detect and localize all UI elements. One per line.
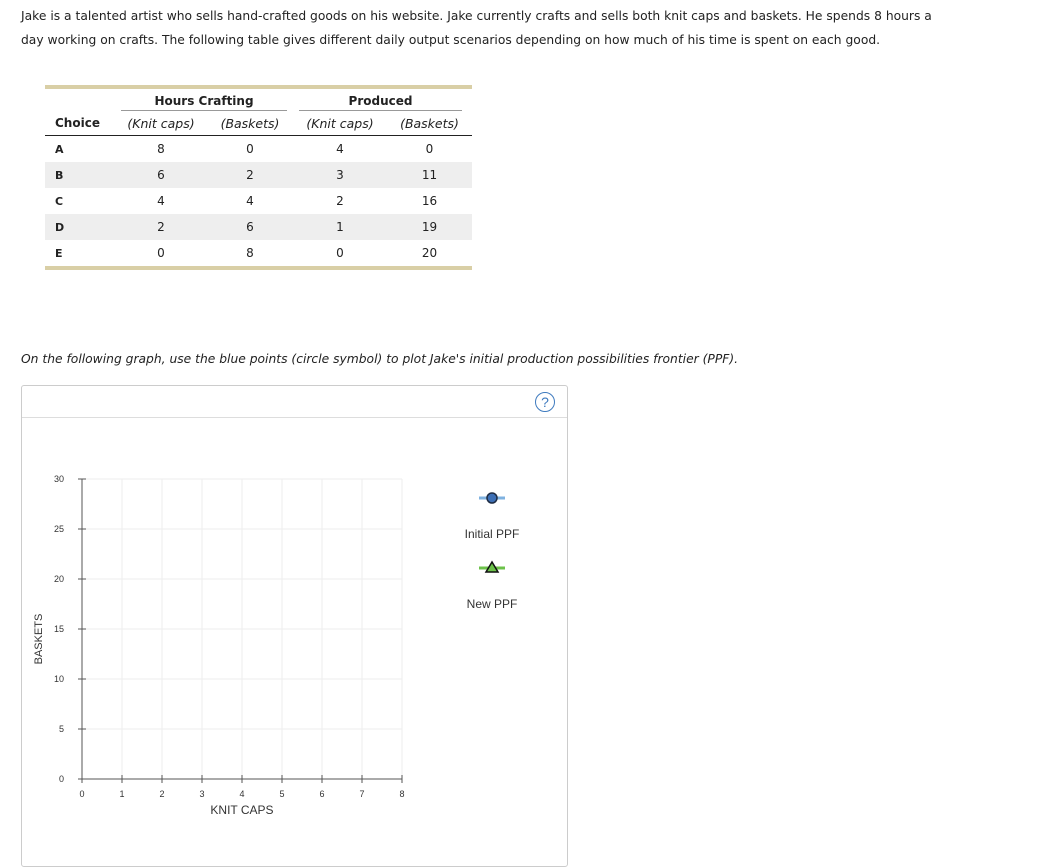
legend-initial-label: Initial PPF — [464, 527, 520, 541]
x-tick-label: 1 — [119, 789, 125, 799]
intro-line-2: day working on crafts. The following table gives different daily output scenarios depending on how much of his time is spent on each good. — [21, 33, 881, 47]
col-prod-knit: (Knit caps) — [306, 115, 374, 131]
table-row: B 6 2 3 11 — [45, 162, 472, 188]
col-choice: Choice — [55, 116, 100, 130]
legend-initial-circle-icon — [487, 493, 497, 503]
x-tick-label: 8 — [399, 789, 405, 799]
y-tick-label: 25 — [53, 524, 64, 534]
col-prod-baskets: (Baskets) — [400, 115, 459, 131]
output-table — [45, 85, 472, 270]
table-row: A 8 0 4 0 — [55, 142, 434, 156]
graph-instruction: On the following graph, use the blue points (circle symbol) to plot Jake's initial production possibilities frontier (PPF). — [21, 352, 739, 366]
x-tick-label: 0 — [79, 789, 85, 799]
group-produced: Produced — [299, 94, 462, 111]
x-tick-label: 5 — [279, 789, 285, 799]
x-tick-label: 3 — [199, 789, 205, 799]
x-axis-label: KNIT CAPS — [210, 803, 274, 817]
intro-line-1: Jake is a talented artist who sells hand-crafted goods on his website. Jake currently crafts and sells both knit caps and baskets. He spends 8 hours a — [21, 9, 932, 23]
ppf-graph[interactable] — [22, 386, 567, 851]
group-hours-crafting: Hours Crafting — [121, 94, 287, 111]
y-tick-label: 0 — [58, 774, 64, 784]
table-row: C 4 4 2 16 — [55, 194, 438, 208]
x-tick-label: 4 — [239, 789, 245, 799]
y-tick-label: 10 — [53, 674, 64, 684]
col-hours-knit: (Knit caps) — [127, 115, 195, 131]
table-row: E 0 8 0 20 — [55, 246, 438, 260]
y-axis-label: BASKETS — [33, 613, 45, 665]
x-tick-label: 6 — [319, 789, 325, 799]
y-tick-label: 5 — [58, 724, 64, 734]
y-tick-label: 15 — [53, 624, 64, 634]
x-tick-label: 7 — [359, 789, 365, 799]
y-tick-label: 30 — [53, 474, 64, 484]
graph-panel — [21, 385, 568, 867]
col-hours-baskets: (Baskets) — [220, 115, 280, 131]
help-icon[interactable]: ? — [535, 392, 555, 412]
x-tick-label: 2 — [159, 789, 165, 799]
y-tick-label: 20 — [53, 574, 64, 584]
table-row: D 2 6 1 19 — [45, 214, 472, 240]
legend-new-label: New PPF — [466, 597, 518, 611]
problem-intro — [21, 4, 1021, 52]
